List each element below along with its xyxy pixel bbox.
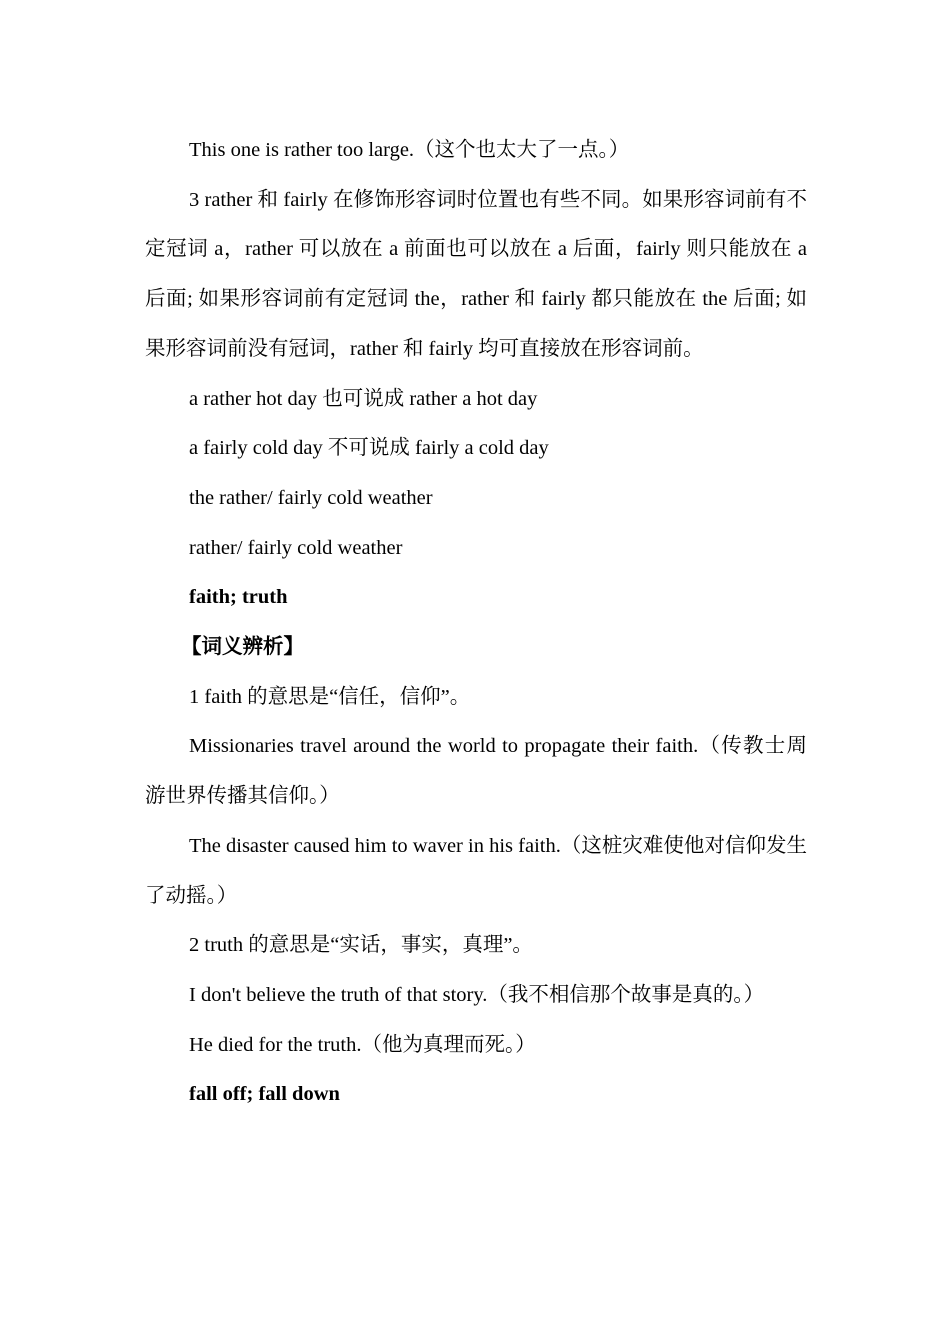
document-body [145,126,807,1120]
example-sentence: He died for the truth.（他为真理而死。） [189,1033,536,1056]
example-sentence: Missionaries travel around the world to propagate their faith.（传教士周游世界传播其信仰。） [145,735,807,808]
definition-faith: 1 faith 的意思是“信任，信仰”。 [189,685,471,708]
example-sentence: I don't believe the truth of that story.（我不相信那个故事是真的。） [189,983,765,1006]
section-heading-faith-truth: faith; truth [189,586,288,609]
example-sentence: The disaster caused him to waver in his faith.（这桩灾难使他对信仰发生了动摇。） [145,834,807,907]
subheading-word-analysis: 【词义辨析】 [181,636,304,659]
example-phrase: the rather/ fairly cold weather [189,486,433,509]
example-phrase: rather/ fairly cold weather [189,536,403,559]
example-sentence: This one is rather too large.（这个也太大了一点。） [189,139,630,161]
section-heading-fall-off-fall-down: fall off; fall down [189,1083,340,1106]
usage-note-rather-fairly: 3 rather 和 fairly 在修饰形容词时位置也有些不同。如果形容词前有不定冠词 a，rather 可以放在 a 前面也可以放在 a 后面，fairly 则只能放在 a 后面; 如果形容词前有定冠词 the，rather 和 fairly 都只能放在 the 后面; 如果形容词前没有冠词，rather 和 fairly 均可直接放在形容词前。 [145,188,807,360]
example-phrase: a fairly cold day 不可说成 fairly a cold day [189,437,549,460]
example-phrase: a rather hot day 也可说成 rather a hot day [189,387,538,410]
definition-truth: 2 truth 的意思是“实话，事实，真理”。 [189,934,533,957]
